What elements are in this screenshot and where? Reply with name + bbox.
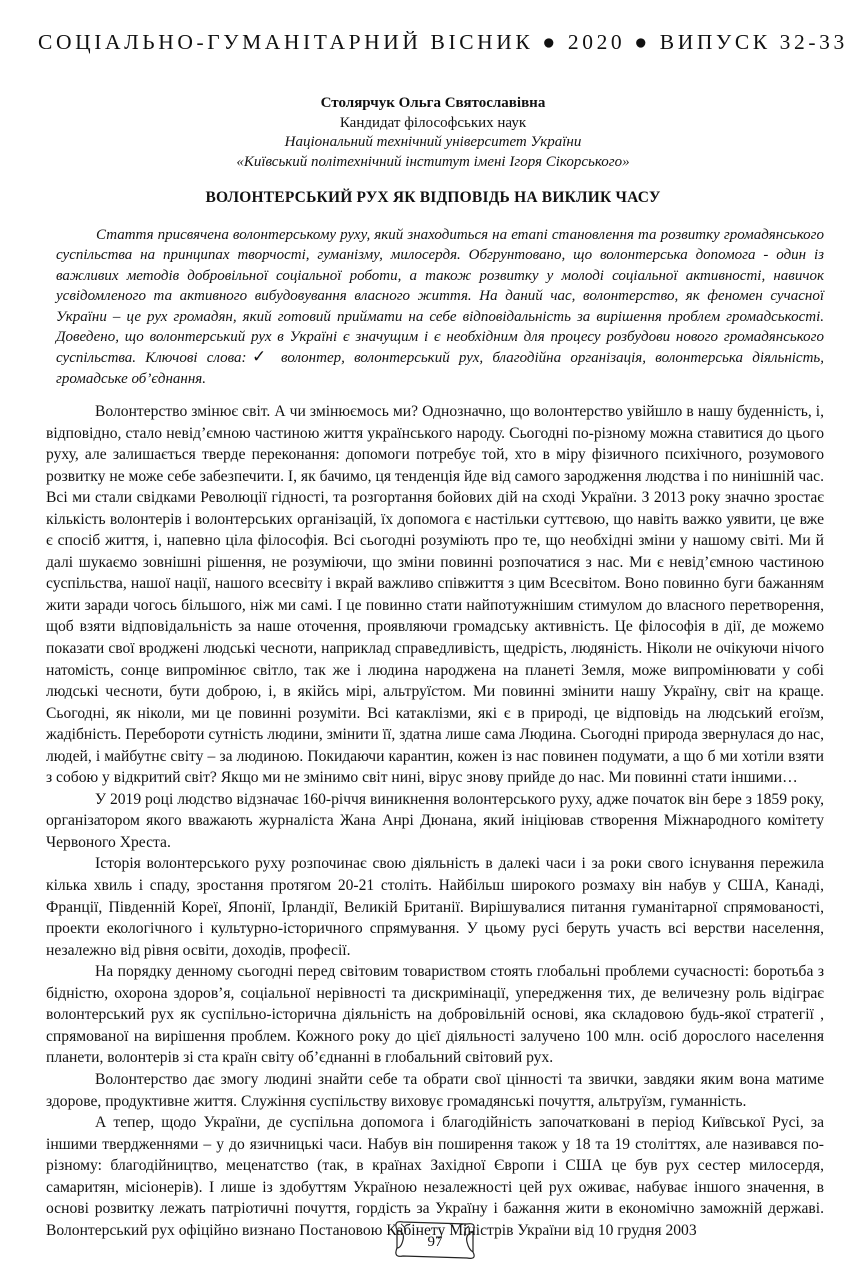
handwritten-check-mark: ✓ xyxy=(246,347,272,367)
article-title: ВОЛОНТЕРСЬКИЙ РУХ ЯК ВІДПОВІДЬ НА ВИКЛИК ЧАСУ xyxy=(205,189,661,206)
affiliation-university: Національний технічний університет України xyxy=(284,134,582,150)
author-block xyxy=(60,94,806,172)
body-paragraph: У 2019 році людство відзначає 160-річчя виникнення волонтерського руху, адже початок він бере з 1859 року, організатором якого вважають журналіста Жана Анрі Дюнана, який ініціював створення Міжнародного комітету Червоного Хреста. xyxy=(46,790,824,851)
author-degree: Кандидат філософських наук xyxy=(339,114,527,131)
article-body xyxy=(46,401,824,1241)
body-paragraph: Історія волонтерського руху розпочинає свою діяльність в далекі часи і за роки свого існування пережила кілька хвиль і спаду, зростання протягом 20-21 століть. Найбільш широкого розмаху він набув у США, Канаді, Франції, Південній Кореї, Японії, Ірландії, Великій Британії. Вирішувалися питання гуманітарної спрямованості, проекти екологічного і культурно-історичного спрямування. У цьому русі беруть участь всі верстви населення, незалежно від рівня освіти, доходів, професії. xyxy=(46,855,824,959)
body-paragraph: А тепер, щодо України, де суспільна допомога і благодійність започатковані в період Київської Русі, за іншими твердженнями – у до язичницькі часи. Набув він поширення також у 18 та 19 століттях, але називався по-різному: благодійництво, меценатство (так, в країнах Західної Європи і США це був рух сестер милосердя, самаритян, місіонерів). І лише із здобуттям Україною незалежності цей рух оживає, набуває іншого значення, в основі розвитку лежать патріотичні почуття, гордість за Україну і бажання жити в економічно заможній державі. Волонтерський рух офіційно визнано Постановою Кабінету Міністрів України від 10 грудня 2003 xyxy=(46,1114,824,1239)
body-paragraph: Волонтерство дає змогу людині знайти себе та обрати свої цінності та звички, завдяки яким вона матиме здорове, продуктивне життя. Служіння суспільству виховує громадянські почуття, альтруїзм, гуманність. xyxy=(46,1070,824,1110)
page-number: 97 xyxy=(427,1234,443,1250)
body-paragraph: На порядку денному сьогодні перед світовим товариством стоять глобальні проблеми сучасності: боротьба з бідністю, охорона здоров’я, соціальної нерівності та дискримінації, упередження тих, де величезну роль відіграє волонтерський рух як суспільно-історична діяльність на добровільній основі, яка складовою будь-якої стратегії , спрямованої на вирішення проблем. Кожного року до цієї діяльності залучено 100 млн. осіб дорослого населення планети, волонтерів зі ста країн світу об’єднанні в глобальний світовий рух. xyxy=(46,963,824,1067)
body-paragraph: Волонтерство змінює світ. А чи змінюємось ми? Однозначно, що волонтерство увійшло в нашу буденність, і, відповідно, стало невід’ємною частиною життя українського народу. Сьогодні по-різному можна ставитися до цього руху, але залишається тверде переконання: допомоги потребує той, хто в міру фізичного психічного, розумового розвитку не може себе забезпечити. І, як бачимо, ця тенденція йде від самого зародження людства і по нинішній час. Всі ми стали свідками Революції гідності, та розгортання бойових дій на сході України. З 2013 року значно зростає кількість волонтерів і волонтерських організацій, їх допомога є настільки суттєвою, що навіть важко уявити, це вже є спосіб життя, і, напевно ціла філософія. Всі сьогодні розуміють про те, що необхідні зміни у нашому світі. Ми й далі шукаємо зовнішні рішення, не розуміючи, що зміни повинні розпочатися з нас. Ми є невід’ємною частиною суспільства, нашої нації, нашого всесвіту і вкрай важливо співжиття з цим Всесвітом. Воно повинно буги бажанням жити заради чогось більшого, ніж ми самі. І це повинно стати найпотужнішим стимулом до власного перетворення, щоб взяти відповідальність за наше оточення, проявляючи громадську активність. Це філософія в дії, де можемо показати свої вроджені людські чесноти, наприклад справедливість, щедрість, людяність. Ніколи не очікуючи нічого натомість, сонце випромінює світло, так же і людина народжена на планеті Земля, може випромінювати у собі людські чесноти, бути доброю, і, в якійсь мірі, альтруїстом. Ми повинні змінити нашу Україну, світ на краще. Сьогодні, як ніколи, ми це повинні розуміти. Всі катаклізми, які є в природі, це відповідь на людський егоїзм, жадібність. Перебороти сутність людини, змінити її, здатна лише сама Людина. Сьогодні природа звернулася до нас, людей, і майбутнє світу – за людиною. Покидаючи карантин, кожен із нас повинен подумати, а що б ми хотіли взяти з собою у відкритий світ? Якщо ми не змінимо світ нині, вірус знову прийде до нас. Ми повинні стати іншими… xyxy=(46,403,824,787)
affiliation-institute: «Київський політехнічний інститут імені Ігоря Сікорського» xyxy=(236,153,630,170)
keywords: волонтер, волонтерський рух, благодійна організація, волонтерська діяльність, громадське об’єднання. xyxy=(56,350,824,387)
page-number-scroll xyxy=(383,1218,487,1260)
abstract-text: Стаття присвячена волонтерському руху, який знаходиться на етапі становлення та розвитку громадянського суспільства на принципах творчості, гуманізму, милосердя. Обгрунтовано, що волонтерська допомога - один із важливих методів добровільної соціальної роботи, а також розвитку у молоді соціальної активності, навичок усвідомленого та активного вибудовування власного життя. На даний час, волонтерство, як феномен сучасної України – це рух громадян, який готовий приймати на себе відповідальність за вирішення проблем громадськості. Доведено, що волонтерський рух в Україні є значущим і є необхідним для процесу розбудови нового громадянського суспільства. Ключові слова: xyxy=(56,227,824,367)
abstract xyxy=(56,225,824,389)
author-name: Столярчук Ольга Святославівна xyxy=(320,95,546,111)
running-header: СОЦІАЛЬНО-ГУМАНІТАРНИЙ ВІСНИК ● 2020 ● ВИПУСК 32-33 xyxy=(38,30,848,54)
